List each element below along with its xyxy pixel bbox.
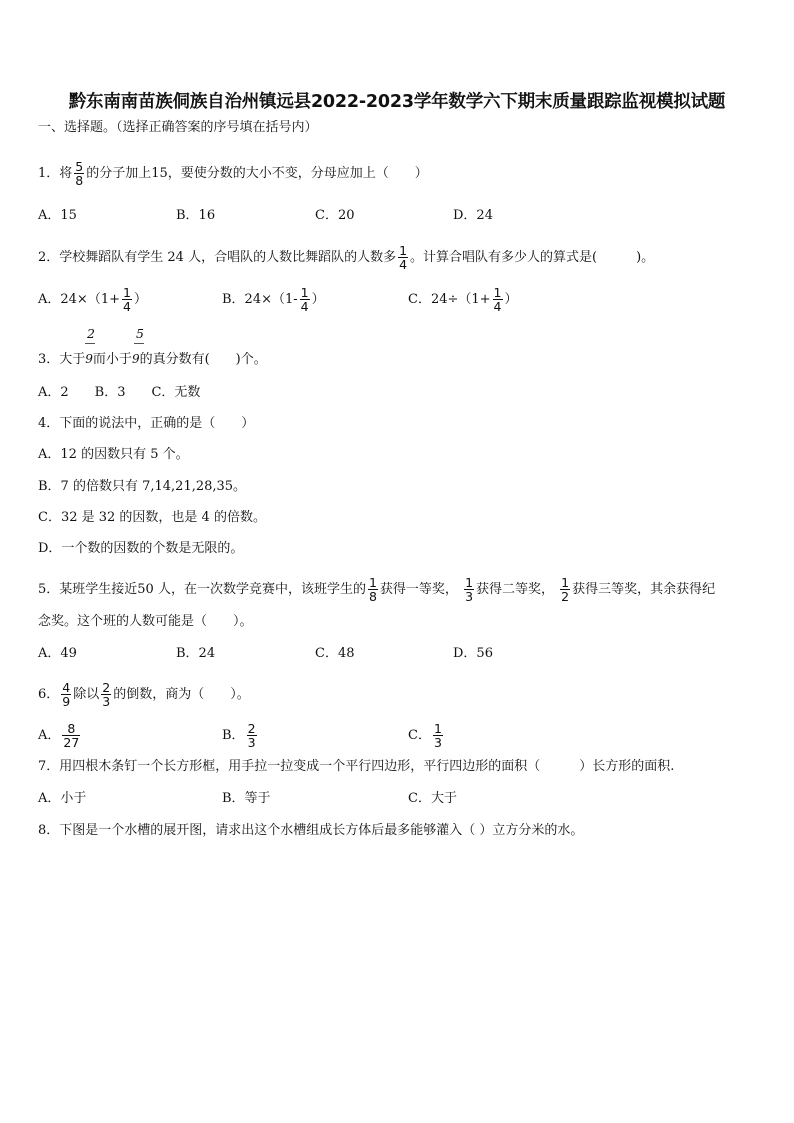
question-5-continued: 念奖。这个班的人数可能是（ ）。 xyxy=(38,614,253,629)
option-a: A．12 的因数只有 5 个。 xyxy=(38,447,189,462)
question-8: 8．下图是一个水槽的展开图，请求出这个水槽组成长方体后最多能够灌入（ ）立方分米的水。 xyxy=(38,823,584,838)
fraction-numerator: 2 xyxy=(87,326,95,341)
fraction: $\frac{1}{3}$ xyxy=(465,575,474,604)
options-row: A．2 B．3 C．无数 xyxy=(38,385,201,400)
fraction: $\frac{1}{8}$ xyxy=(368,575,377,604)
fraction: $\frac{1}{4}$ xyxy=(493,285,502,314)
fraction: $\frac{4}{9}$ xyxy=(62,680,71,709)
fraction: $\frac{8}{27}$ xyxy=(63,721,80,750)
question-6: 6． $\frac{4}{9}$ 除以 $\frac{2}{3}$ 的倒数，商为（ ）。 xyxy=(38,680,250,709)
option-a: A．24×（1+ $\frac{1}{4}$ ） xyxy=(38,285,147,314)
option-b: B．24 xyxy=(176,646,216,661)
option-b: B．等于 xyxy=(222,791,271,806)
fraction-bar xyxy=(134,343,144,344)
fraction-numerator: 5 xyxy=(136,326,144,341)
fraction: $\frac{1}{4}$ xyxy=(123,285,131,314)
fraction: $\frac{2}{3}$ xyxy=(247,721,256,750)
option-a: A．小于 xyxy=(38,791,87,806)
option-c: C．20 xyxy=(315,208,355,223)
option-d: D．56 xyxy=(453,646,493,661)
fraction: $\frac{1}{2}$ xyxy=(561,575,570,604)
question-7: 7．用四根木条钉一个长方形框，用手拉一拉变成一个平行四边形，平行四边形的面积（ ）长方形的面积. xyxy=(38,759,675,774)
option-b: B．16 xyxy=(176,208,216,223)
question-4: 4．下面的说法中，正确的是（ ） xyxy=(38,416,255,431)
fraction: $\frac{2}{3}$ xyxy=(102,680,111,709)
fraction: $\frac{1}{3}$ xyxy=(433,721,442,750)
fraction-bar xyxy=(85,343,95,344)
page-title: 黔东南南苗族侗族自治州镇远县2022-2023学年数学六下期末质量跟踪监视模拟试题 xyxy=(68,92,726,112)
option-c: C．32 是 32 的因数，也是 4 的倍数。 xyxy=(38,510,266,525)
fraction: $\frac{5}{8}$ xyxy=(75,159,84,188)
question-1: 1．将 $\frac{5}{8}$ 的分子加上15，要使分数的大小不变，分母应加上（ ） xyxy=(38,159,428,188)
option-a: A．49 xyxy=(38,646,77,661)
section-heading: 一、选择题。（选择正确答案的序号填在括号内） xyxy=(38,120,318,135)
fraction: $\frac{1}{4}$ xyxy=(399,243,408,272)
option-a: A． $\frac{8}{27}$ xyxy=(38,721,80,750)
option-d: D．24 xyxy=(453,208,493,223)
option-c: C．大于 xyxy=(408,791,457,806)
option-c: C． $\frac{1}{3}$ xyxy=(408,721,442,750)
option-c: C．48 xyxy=(315,646,355,661)
option-c: C．24÷（1+ $\frac{1}{4}$ ） xyxy=(408,285,518,314)
question-3: 3．大于9而小于9的真分数有( )个。 xyxy=(38,352,267,367)
question-5: 5．某班学生接近50 人，在一次数学竞赛中，该班学生的 $\frac{1}{8}$ 获得一等奖， $\frac{1}{3}$ 获得二等奖， $\frac{1}{2}$ 获得三等奖，其余获得纪 xyxy=(38,575,716,604)
option-b: B．24×（1- $\frac{1}{4}$ ） xyxy=(222,285,325,314)
option-b: B． $\frac{2}{3}$ xyxy=(222,721,256,750)
option-a: A．15 xyxy=(38,208,77,223)
option-d: D．一个数的因数的个数是无限的。 xyxy=(38,541,244,556)
fraction: $\frac{1}{4}$ xyxy=(300,285,309,314)
question-2: 2．学校舞蹈队有学生 24 人，合唱队的人数比舞蹈队的人数多 $\frac{1}{4}$ 。计算合唱队有多少人的算式是( )。 xyxy=(38,243,655,272)
option-b: B．7 的倍数只有 7,14,21,28,35。 xyxy=(38,479,247,494)
